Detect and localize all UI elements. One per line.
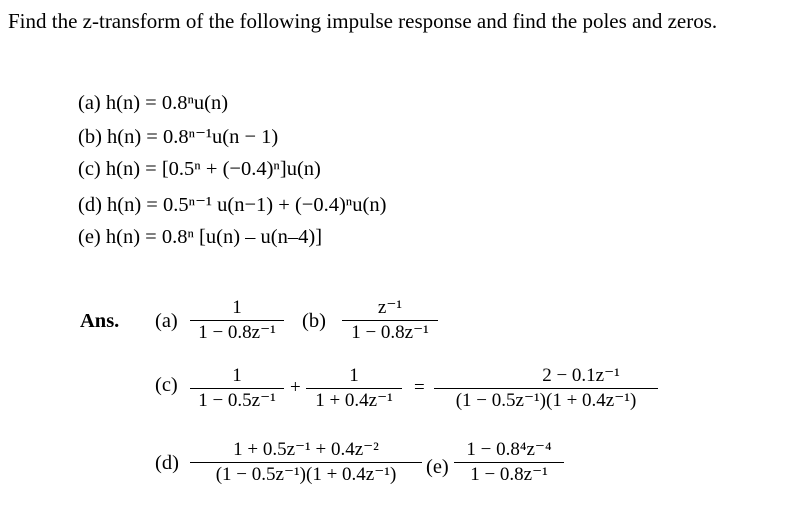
part-d (78, 192, 386, 217)
answer-c-term2 (306, 364, 402, 413)
denominator: (1 − 0.5z⁻¹)(1 + 0.4z⁻¹) (455, 390, 637, 411)
part-expression: h(n) = 0.8ⁿ [u(n) – u(n–4)] (105, 226, 323, 248)
answer-c-result (434, 364, 658, 413)
plus-sign: + (290, 377, 301, 398)
numerator: 1 + 0.5z⁻¹ + 0.4z⁻² (233, 439, 379, 460)
denominator: 1 − 0.8z⁻¹ (351, 322, 429, 343)
answer-e-fraction (454, 438, 564, 487)
part-expression: h(n) = 0.8ⁿ⁻¹u(n − 1) (107, 126, 279, 148)
part-label: (d) (78, 194, 102, 216)
denominator: 1 + 0.4z⁻¹ (315, 390, 393, 411)
part-expression: h(n) = 0.8ⁿu(n) (105, 92, 229, 114)
answer-c-term1 (190, 364, 284, 413)
denominator: 1 − 0.8z⁻¹ (198, 322, 276, 343)
answer-heading: Ans. (80, 310, 120, 332)
part-a (78, 92, 228, 115)
numerator: 1 − 0.8⁴z⁻⁴ (466, 439, 552, 460)
denominator: 1 − 0.8z⁻¹ (470, 464, 548, 485)
part-c (78, 158, 321, 181)
denominator: (1 − 0.5z⁻¹)(1 + 0.4z⁻¹) (215, 464, 397, 485)
part-label: (e) (78, 226, 101, 248)
part-e (78, 226, 322, 249)
numerator: 1 (232, 365, 242, 386)
answer-a-label: (a) (155, 310, 178, 332)
numerator: 1 (232, 297, 242, 318)
part-expression: h(n) = [0.5ⁿ + (−0.4)ⁿ]u(n) (105, 158, 321, 180)
part-b (78, 124, 278, 149)
part-label: (a) (78, 92, 101, 114)
part-expression: h(n) = 0.5ⁿ⁻¹ u(n−1) + (−0.4)ⁿu(n) (107, 194, 387, 216)
numerator: 1 (349, 365, 359, 386)
answer-c-label: (c) (155, 374, 178, 396)
part-label: (b) (78, 126, 102, 148)
answer-b-label: (b) (302, 310, 326, 332)
answer-e-label: (e) (426, 456, 449, 478)
denominator: 1 − 0.5z⁻¹ (198, 390, 276, 411)
answer-d-label: (d) (155, 452, 179, 474)
equals-sign: = (414, 377, 425, 398)
problem-statement: Find the z-transform of the following impulse response and find the poles and zeros. (8, 9, 718, 33)
part-label: (c) (78, 158, 101, 180)
numerator: z⁻¹ (377, 297, 403, 318)
numerator: 2 − 0.1z⁻¹ (542, 365, 620, 386)
answer-a-fraction (190, 296, 284, 345)
answer-b-fraction (342, 296, 438, 345)
answer-d-fraction (190, 438, 422, 487)
